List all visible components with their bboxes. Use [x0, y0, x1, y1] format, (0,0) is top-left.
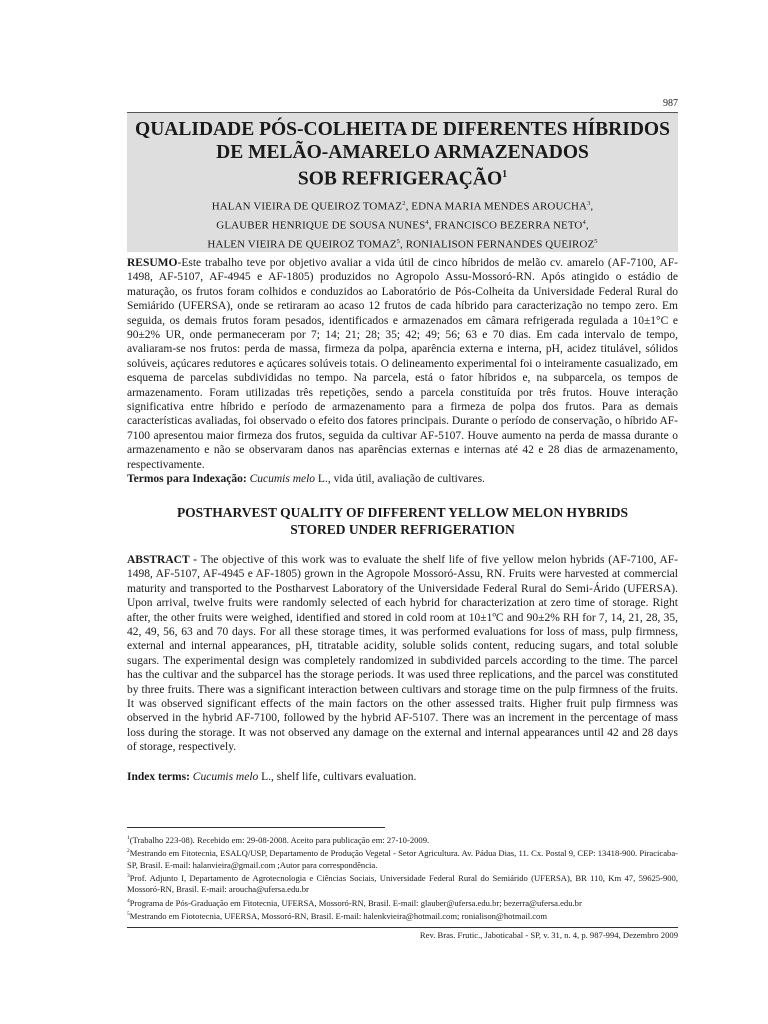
- author-note: 5: [594, 238, 598, 246]
- title-footnote-mark: 1: [502, 169, 508, 180]
- resumo-paragraph: [127, 256, 678, 487]
- footnote-text: (Trabalho 223-08). Recebido em: 29-08-2008. Aceito para publicação em: 27-10-2009.: [129, 834, 430, 845]
- author-note: 2: [402, 200, 406, 207]
- author-line: [127, 215, 678, 234]
- page-number: 987: [663, 98, 678, 109]
- author-note: 5: [396, 238, 400, 246]
- journal-citation: Rev. Bras. Frutic., Jaboticabal - SP, v. 31, n. 4, p. 987-994, Dezembro 2009: [419, 930, 678, 940]
- footnote-mark: 5: [127, 910, 130, 917]
- author-list: [127, 196, 678, 253]
- author-name: RONIALISON FERNANDES QUEIROZ: [405, 238, 595, 251]
- footnote-text: Programa de Pós-Graduação em Fitotecnia, UFERSA, Mossoró-RN, Brasil. E-mail: glauber@ufersa.edu.br; bezerra@ufersa.edu.br: [129, 897, 582, 908]
- resumo-text: -Este trabalho teve por objetivo avaliar a vida útil de cinco híbridos de melão cv. amarelo (AF-7100, AF-1498, AF-5107, AF-4945 e AF-1805) produzidos no Agropolo Assu-Mossoró-RN. Após atingido o estádio de maturação, os frutos foram colhidos e conduzidos ao Laboratório de Pós-Colheita da Universidade Federal Rural do Semiárido (UFERSA), onde se retiraram ao acaso 12 frutos de cada híbrido para caracterização no tempo zero. Em seguida, os demais frutos foram pesados, identificados e armazenados em câmara refrigerada regulada a 10±1°C e 90±2% UR, onde permaneceram por 7; 14; 21; 28; 35; 42; 49; 56; 63 e 70 dias. Em cada intervalo de tempo, avaliaram-se nos frutos: perda de massa, firmeza da polpa, aparência externa e interna, pH, acidez titulável, sólidos solúveis, açúcares redutores e açúcares solúveis totais. O delineamento experimental foi o inteiramente casualizado, em esquema de parcelas subdivididas no tempo. Na parcela, está o fator híbridos e, na subparcela, os tempos de armazenamento. Foram utilizadas três repetições, sendo a parcela constituída por três frutos. Houve interação significativa entre híbrido e período de armazenamento para a firmeza de polpa dos frutos. Para as demais características avaliadas, foi observado o efeito dos fatores principais. Durante o período de conservação, o híbrido AF-7100 apresentou maior firmeza dos frutos, seguida da cultivar AF-5107. Houve aumento na perda de massa durante o armazenamento e não se observaram danos nas aparências externas e internas até 42 e 28 dias de armazenamento, respectivamente.: [127, 257, 678, 471]
- footnote: [127, 909, 678, 922]
- abstract-text: The objective of this work was to evaluate the shelf life of five yellow melon hybrids (AF-7100, AF-1498, AF-5107, AF-4945 e AF-1805) grown in the Agropole Mossoró-Assu, RN. Fruits were harvested at commercial maturity and transported to the Postharvest Laboratory of the Universidade Federal Rural do Semi-Árido (UFERSA). Upon arrival, twelve fruits were randomly selected of each hybrid for characterization at zero time of storage. Right after, the other fruits were weighed, identified and stored in cold room at 10±1ºC and 90±2% RH for 7, 14, 21, 28, 35, 42, 49, 56, 63 and 70 days. For all these storage times, it was performed evaluations for loss of mass, pulp firmness, external and internal appearances, pH, titratable acidity, soluble solids content, reducing sugars, and total soluble sugars. The experimental design was completely randomized in subdivided parcels according to the time. The parcel has the cultivar and the subparcel has the storage periods. It was used three replications, and the parcel was constituted by three fruits. There was a significant interaction between cultivars and storage time on the pulp firmness of the fruits. It was observed significant effects of the main factors on the other assessed traits. Higher fruit pulp firmness was observed in the hybrid AF-7100, followed by the hybrid AF-5107. There was an increment in the percentage of mass loss during the storage. It was not observed any damage on the external and internal appearances until 42 and 28 days of storage, respectively.: [127, 554, 678, 754]
- footnote-text: Mestrando em Fiototecnia, UFERSA, Mossoró-RN, Brasil. E-mail: halenkvieira@hotmail.com; ronialison@hotmail.com: [129, 910, 548, 921]
- footnote: [127, 833, 678, 846]
- author-separator: ,: [400, 238, 406, 251]
- author-separator: ,: [585, 219, 589, 232]
- footnote-mark: 1: [127, 835, 130, 841]
- author-line: [127, 234, 678, 253]
- english-title: [127, 504, 678, 538]
- author-name: HALEN VIEIRA DE QUEIROZ TOMAZ: [207, 238, 397, 251]
- index-terms: [127, 770, 678, 784]
- author-note: 4: [582, 219, 586, 227]
- footnote: [127, 896, 678, 909]
- footnotes: [127, 833, 678, 922]
- resumo-terms: L., vida útil, avaliação de cultivares.: [315, 473, 485, 486]
- author-note: 4: [425, 219, 429, 227]
- english-title-line-2: STORED UNDER REFRIGERATION: [290, 522, 515, 537]
- title-line-2: DE MELÃO-AMARELO ARMAZENADOS: [216, 141, 589, 163]
- index-terms-text: L., shelf life, cultivars evaluation.: [258, 771, 417, 783]
- author-separator: ,: [405, 200, 412, 213]
- author-note: 3: [587, 200, 591, 207]
- abstract-label: ABSTRACT -: [127, 554, 201, 566]
- footnote-mark: 2: [127, 848, 130, 855]
- footnote-text: Mestrando em Fitotecnia, ESALQ/USP, Departamento de Produção Vegetal - Setor Agricultura. Av. Pádua Dias, 11. Cx. Postal 9, CEP: 13418-900. Piracicaba-SP, Brasil. E-mail: halanvieira@gmail.com ;Autor para correspondência.: [127, 848, 678, 870]
- english-title-line-1: POSTHARVEST QUALITY OF DIFFERENT YELLOW MELON HYBRIDS: [176, 505, 629, 520]
- resumo-terms-label: Termos para Indexação:: [127, 473, 247, 486]
- footnote-separator: [127, 827, 385, 828]
- abstract-paragraph: [127, 553, 678, 755]
- author-separator: ,: [590, 200, 594, 213]
- footer-rule: [127, 927, 678, 928]
- title-line-3: SOB REFRIGERAÇÃO: [297, 168, 503, 190]
- index-terms-species: Cucumis melo: [192, 771, 259, 783]
- index-terms-label: Index terms:: [127, 771, 190, 783]
- footnote-mark: 4: [127, 897, 130, 904]
- resumo-label: RESUMO: [127, 257, 178, 269]
- footnote-mark: 3: [127, 872, 130, 879]
- author-line: [127, 196, 678, 215]
- footnote: [127, 871, 678, 896]
- author-name: HALAN VIEIRA DE QUEIROZ TOMAZ: [211, 200, 403, 213]
- author-name: GLAUBER HENRIQUE DE SOUSA NUNES: [216, 219, 426, 232]
- footnote-text: Prof. Adjunto I, Departamento de Agrotecnologia e Ciências Sociais, Universidade Federal Rural do Semiárido (UFERSA), BR 110, Km 47, 59625-900, Mossoró-RN, Brasil. E-mail: aroucha@ufersa.edu.br: [127, 872, 678, 895]
- footnote: [127, 846, 678, 871]
- resumo-terms-species: Cucumis melo: [249, 473, 316, 486]
- article-title: [127, 119, 678, 191]
- author-separator: ,: [428, 219, 435, 232]
- title-line-1: QUALIDADE PÓS-COLHEITA DE DIFERENTES HÍBRIDOS: [135, 119, 670, 140]
- author-name: EDNA MARIA MENDES AROUCHA: [411, 200, 588, 213]
- author-name: FRANCISCO BEZERRA NETO: [434, 219, 583, 232]
